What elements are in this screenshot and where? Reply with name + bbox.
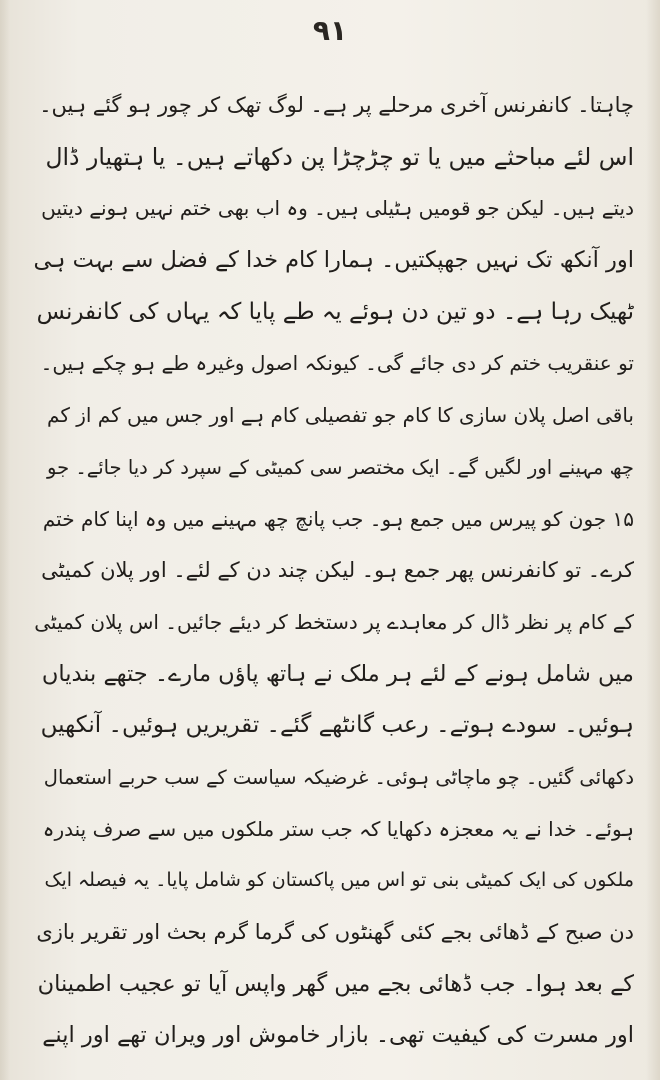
text-line: چاہتا۔ کانفرنس آخری مرحلے پر ہے۔ لوگ تھک کر چور ہو گئے ہیں۔: [39, 93, 634, 117]
text-line: کے بعد ہوا۔ جب ڈھائی بجے میں گھر واپس آیا تو عجیب اطمینان: [37, 970, 634, 997]
text-line: ٹھیک رہا ہے۔ دو تین دن ہوئے یہ طے پایا کہ یہاں کی کانفرنس: [36, 298, 634, 325]
page-number: ۹۱: [312, 14, 348, 47]
text-line: اور مسرت کی کیفیت تھی۔ بازار خاموش اور ویران تھے اور اپنے: [42, 1022, 634, 1049]
text-line: ۱۵ جون کو پیرس میں جمع ہو۔ جب پانچ چھ مہینے میں وہ اپنا کام ختم: [42, 506, 634, 531]
text-line: ہوئے۔ خدا نے یہ معجزہ دکھایا کہ جب ستر ملکوں میں سے صرف پندرہ: [42, 816, 634, 841]
page-shadow-left: [0, 0, 10, 1080]
text-line: میں شامل ہونے کے لئے ہر ملک نے ہاتھ پاؤں مارے۔ جتھے بندیاں: [41, 660, 634, 687]
page-body-text: [34, 80, 634, 1062]
text-line: تو عنقریب ختم کر دی جائے گی۔ کیونکہ اصول وغیرہ طے ہو چکے ہیں۔: [40, 351, 634, 376]
text-line: دن صبح کے ڈھائی بجے کئی گھنٹوں کی گرما گرم بحث اور تقریر بازی: [36, 920, 634, 944]
text-line: اور آنکھ تک نہیں جھپکتیں۔ ہمارا کام خدا کے فضل سے بہت ہی: [34, 247, 634, 274]
text-line: اس لئے مباحثے میں یا تو چڑچڑا پن دکھاتے ہیں۔ یا ہتھیار ڈال: [45, 142, 634, 171]
text-line: باقی اصل پلان سازی کا کام جو تفصیلی کام ہے اور جس میں کم از کم: [47, 403, 634, 428]
text-line: کرے۔ تو کانفرنس پھر جمع ہو۔ لیکن چند دن کے لئے۔ اور پلان کمیٹی: [41, 558, 634, 583]
text-line: دیتے ہیں۔ لیکن جو قومیں ہٹیلی ہیں۔ وہ اب بھی ختم نہیں ہونے دیتیں: [41, 196, 634, 221]
text-line: ملکوں کی ایک کمیٹی بنی تو اس میں پاکستان کو شامل پایا۔ یہ فیصلہ ایک: [44, 869, 634, 892]
page-shadow-right: [646, 0, 660, 1080]
text-line: کے کام پر نظر ڈال کر معاہدے پر دستخط کر دیئے جائیں۔ اس پلان کمیٹی: [34, 609, 634, 634]
text-line: دکھائی گئیں۔ چو ماچاٹی ہوئی۔ غرضیکہ سیاست کے سب حربے استعمال: [43, 765, 634, 789]
text-line: ہوئیں۔ سودے ہوتے۔ رعب گانٹھے گئے۔ تقریریں ہوئیں۔ آنکھیں: [40, 712, 634, 739]
text-line: چھ مہینے اور لگیں گے۔ ایک مختصر سی کمیٹی کے سپرد کر دیا جائے۔ جو: [47, 455, 634, 479]
